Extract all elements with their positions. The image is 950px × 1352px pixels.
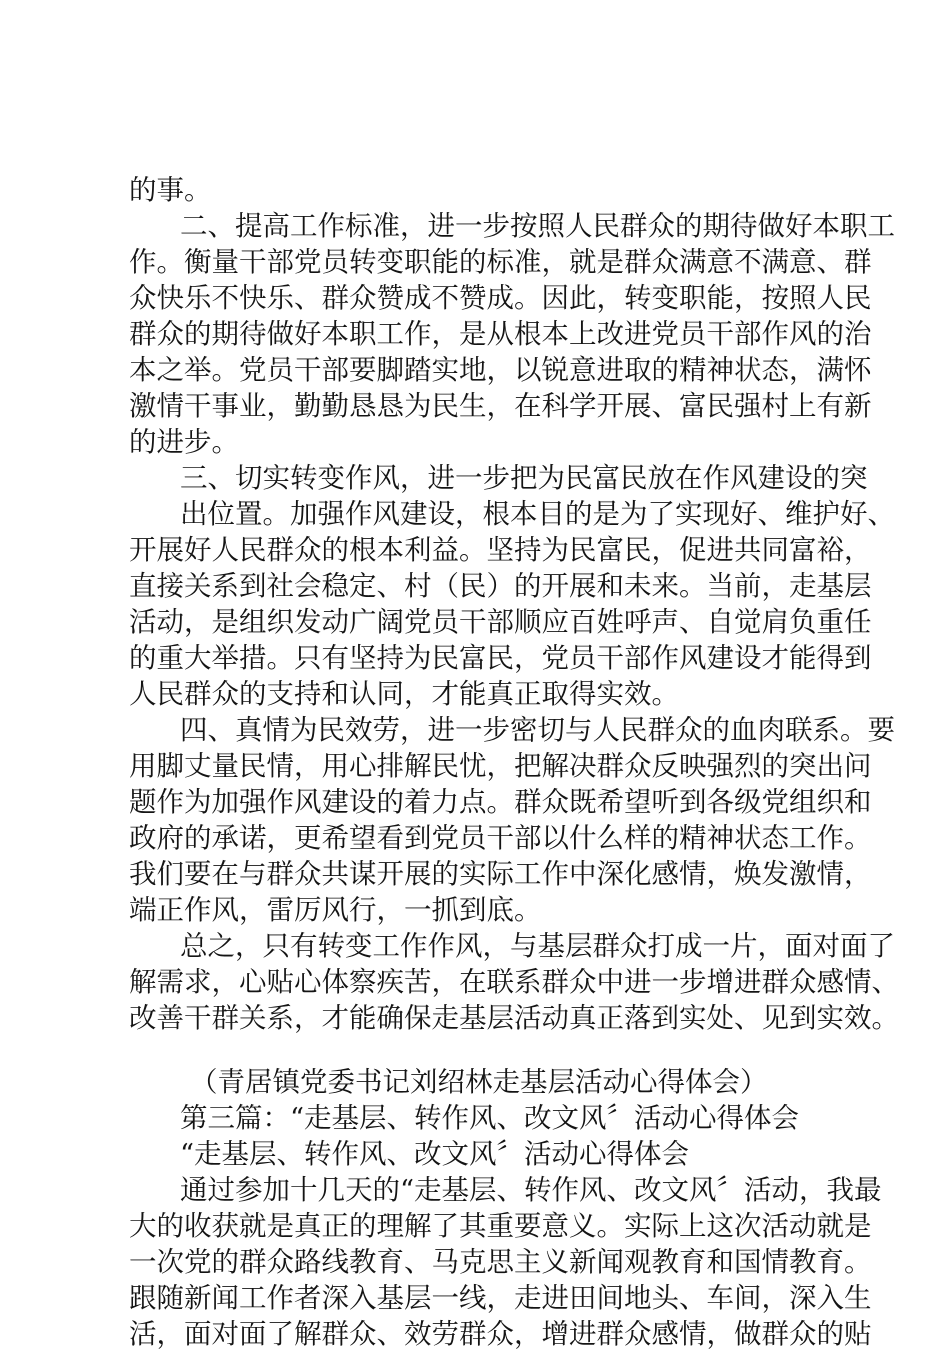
text-line: 大的收获就是真正的理解了其重要意义。实际上这次活动就是 xyxy=(129,1210,872,1242)
text-line: 解需求，心贴心体察疾苦，在联系群众中进一步增进群众感情、 xyxy=(129,966,899,998)
text-line: 本之举。党员干部要脚踏实地，以锐意进取的精神状态，满怀 xyxy=(129,354,872,386)
text-line: 的重大举措。只有坚持为民富民，党员干部作风建设才能得到 xyxy=(129,642,872,674)
text-line: “走基层、转作风、改文风〞活动心得体会 xyxy=(180,1138,690,1170)
text-line: 的事。 xyxy=(129,174,212,206)
text-line: 一次党的群众路线教育、马克思主义新闻观教育和国情教育。 xyxy=(129,1246,872,1278)
text-line: 三、切实转变作风，进一步把为民富民放在作风建设的突 xyxy=(180,462,868,494)
text-line: 活，面对面了解群众、效劳群众，增进群众感情，做群众的贴 xyxy=(129,1318,872,1350)
text-line: 二、提高工作标准，进一步按照人民群众的期待做好本职工 xyxy=(180,210,895,242)
text-line: 直接关系到社会稳定、村（民）的开展和未来。当前，走基层 xyxy=(129,570,872,602)
text-line: 用脚丈量民情，用心排解民忧，把解决群众反映强烈的突出问 xyxy=(129,750,872,782)
text-line: 人民群众的支持和认同，才能真正取得实效。 xyxy=(129,678,679,710)
text-line: 第三篇：“走基层、转作风、改文风〞活动心得体会 xyxy=(180,1102,800,1134)
text-line: 我们要在与群众共谋开展的实际工作中深化感情，焕发激情， xyxy=(129,858,872,890)
text-line: 总之，只有转变工作作风，与基层群众打成一片，面对面了 xyxy=(180,930,895,962)
text-line: 通过参加十几天的“走基层、转作风、改文风〞活动，我最 xyxy=(180,1174,882,1206)
text-line: （青居镇党委书记刘绍林走基层活动心得体会） xyxy=(190,1066,768,1098)
text-line: 激情干事业，勤勤恳恳为民生，在科学开展、富民强村上有新 xyxy=(129,390,872,422)
text-line: 跟随新闻工作者深入基层一线，走进田间地头、车间，深入生 xyxy=(129,1282,872,1314)
text-line: 题作为加强作风建设的着力点。群众既希望听到各级党组织和 xyxy=(129,786,872,818)
text-line: 政府的承诺，更希望看到党员干部以什么样的精神状态工作。 xyxy=(129,822,872,854)
text-line: 众快乐不快乐、群众赞成不赞成。因此，转变职能，按照人民 xyxy=(129,282,872,314)
text-line: 开展好人民群众的根本利益。坚持为民富民，促进共同富裕， xyxy=(129,534,872,566)
text-line: 改善干群关系，才能确保走基层活动真正落到实处、见到实效。 xyxy=(129,1002,899,1034)
text-line: 四、真情为民效劳，进一步密切与人民群众的血肉联系。要 xyxy=(180,714,895,746)
text-line: 活动，是组织发动广阔党员干部顺应百姓呼声、自觉肩负重任 xyxy=(129,606,872,638)
text-line: 出位置。加强作风建设，根本目的是为了实现好、维护好、 xyxy=(180,498,895,530)
text-line: 群众的期待做好本职工作，是从根本上改进党员干部作风的治 xyxy=(129,318,872,350)
text-line: 的进步。 xyxy=(129,426,239,458)
text-line: 端正作风，雷厉风行，一抓到底。 xyxy=(129,894,542,926)
text-line: 作。衡量干部党员转变职能的标准，就是群众满意不满意、群 xyxy=(129,246,872,278)
